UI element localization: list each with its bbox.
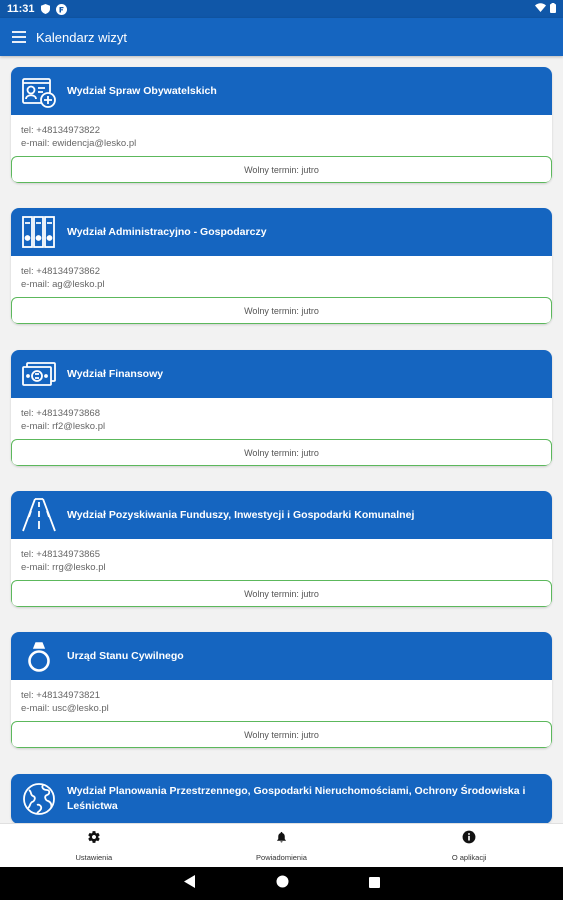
nav-settings[interactable]	[24, 830, 164, 862]
department-name: Wydział Finansowy	[67, 367, 164, 380]
department-list[interactable]	[0, 56, 563, 823]
status-time: 11:31	[7, 3, 35, 15]
bottom-navigation	[0, 823, 563, 868]
nav-notifications[interactable]	[211, 830, 351, 862]
free-slot-button[interactable]: Wolny termin: jutro	[11, 156, 552, 183]
info-icon	[462, 830, 476, 849]
banknotes-icon	[21, 356, 57, 392]
card-header[interactable]	[11, 67, 552, 115]
card-header[interactable]	[11, 632, 552, 680]
department-name: Wydział Planowania Przestrzennego, Gospodarki Nieruchomościami, Ochrony Środowiska i Leśnictwa	[67, 785, 526, 812]
department-email: e-mail: rrg@lesko.pl	[21, 562, 106, 573]
department-name: Wydział Administracyjno - Gospodarczy	[67, 225, 267, 238]
nav-about[interactable]	[399, 830, 539, 862]
department-card	[11, 350, 552, 466]
battery-icon	[550, 3, 556, 16]
free-slot-button[interactable]: Wolny termin: jutro	[11, 297, 552, 324]
back-icon[interactable]	[184, 875, 196, 893]
wifi-icon	[535, 3, 546, 15]
department-card	[11, 774, 552, 823]
card-header[interactable]	[11, 208, 552, 256]
road-icon	[21, 497, 57, 533]
globe-icon	[21, 781, 57, 817]
free-slot-button[interactable]: Wolny termin: jutro	[11, 721, 552, 748]
department-card	[11, 491, 552, 607]
gear-icon	[87, 830, 101, 849]
department-name: Wydział Spraw Obywatelskich	[67, 84, 217, 97]
menu-icon[interactable]	[12, 31, 26, 43]
status-bar	[0, 0, 563, 18]
app-bar	[0, 18, 563, 56]
department-email: e-mail: usc@lesko.pl	[21, 703, 109, 714]
department-name: Urząd Stanu Cywilnego	[67, 649, 184, 662]
department-phone: tel: +48134973821	[21, 690, 100, 701]
bell-icon	[275, 830, 288, 849]
free-slot-button[interactable]: Wolny termin: jutro	[11, 439, 552, 466]
department-phone: tel: +48134973868	[21, 408, 100, 419]
ring-icon	[21, 638, 57, 674]
card-header[interactable]	[11, 350, 552, 398]
recents-icon[interactable]	[369, 875, 380, 893]
binders-icon	[21, 214, 57, 250]
department-phone: tel: +48134973865	[21, 549, 100, 560]
nav-label: Ustawienia	[75, 853, 113, 862]
nav-label: Powiadomienia	[256, 853, 307, 862]
card-header[interactable]	[11, 491, 552, 539]
department-name: Wydział Pozyskiwania Funduszy, Inwestycji i Gospodarki Komunalnej	[67, 508, 415, 521]
nav-label: O aplikacji	[451, 853, 487, 862]
department-card	[11, 67, 552, 183]
free-slot-button[interactable]: Wolny termin: jutro	[11, 580, 552, 607]
system-navigation-bar	[0, 867, 563, 900]
id-card-plus-icon	[21, 73, 57, 109]
department-card	[11, 632, 552, 748]
department-card	[11, 208, 552, 324]
app-notification-icon	[56, 4, 67, 15]
department-phone: tel: +48134973862	[21, 266, 100, 277]
card-header[interactable]	[11, 774, 552, 823]
department-email: e-mail: rf2@lesko.pl	[21, 421, 106, 432]
department-email: e-mail: ewidencja@lesko.pl	[21, 138, 137, 149]
department-email: e-mail: ag@lesko.pl	[21, 279, 105, 290]
department-phone: tel: +48134973822	[21, 125, 100, 136]
shield-icon	[41, 4, 50, 14]
page-title: Kalendarz wizyt	[36, 29, 128, 45]
home-icon[interactable]	[276, 875, 289, 893]
